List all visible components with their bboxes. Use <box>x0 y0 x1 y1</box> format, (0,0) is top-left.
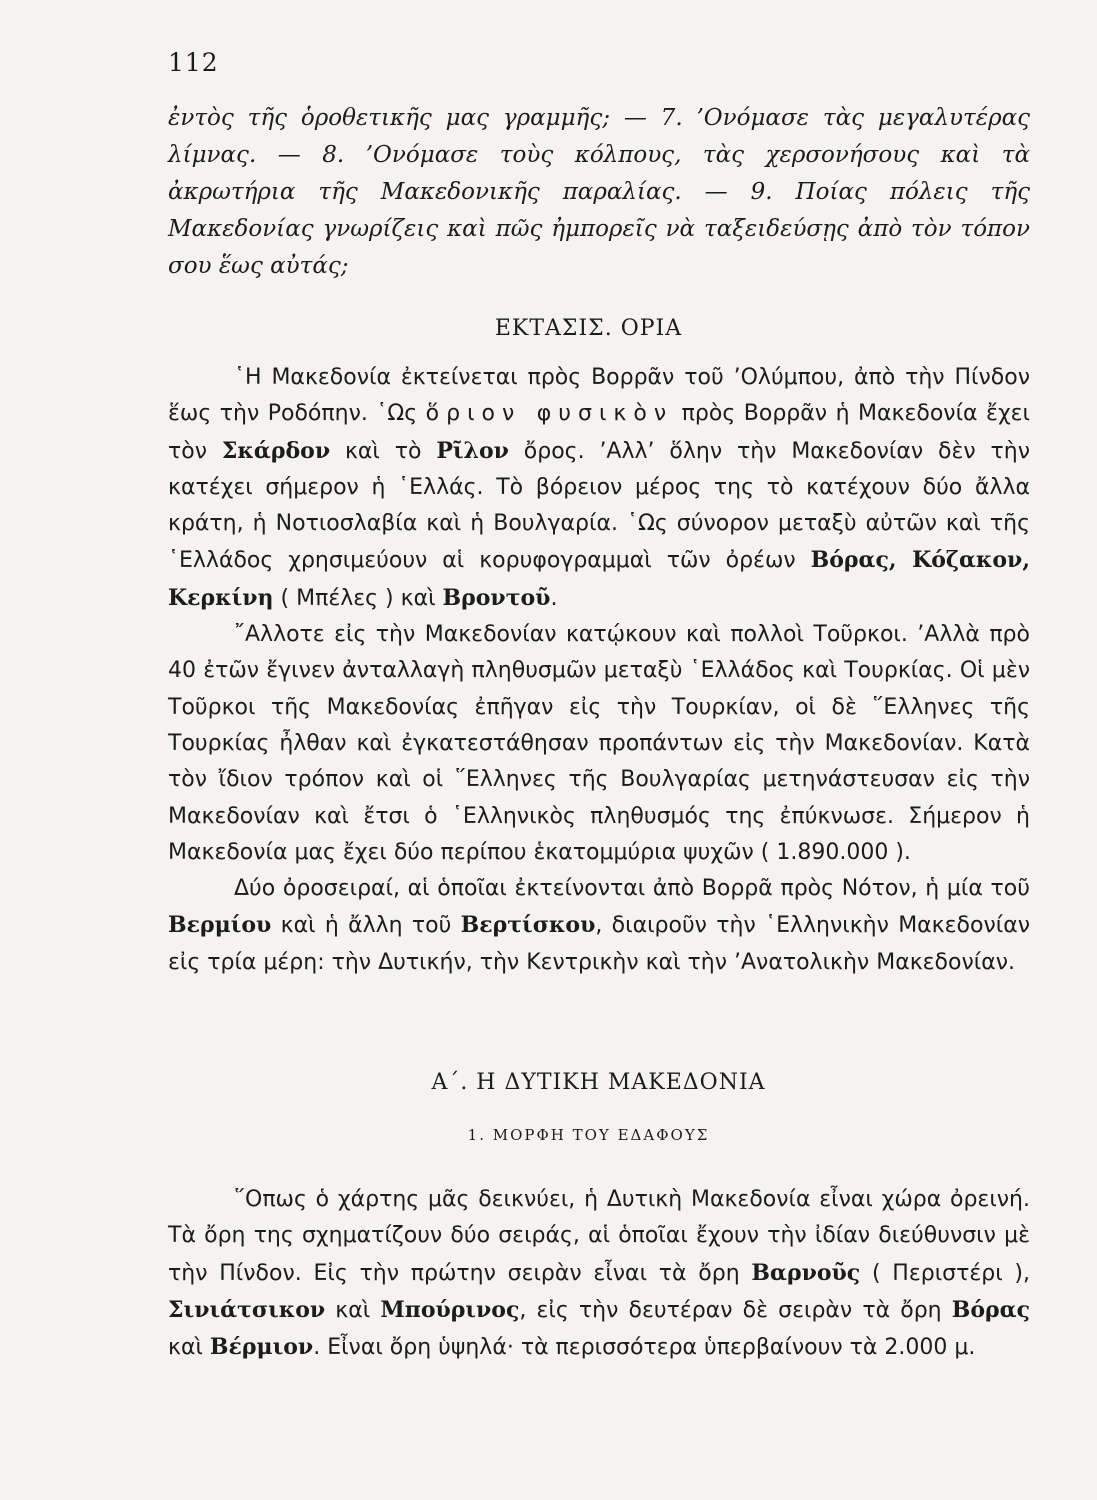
spaced-term: ὅριον φυσικὸν <box>425 401 674 427</box>
section-heading: Α΄. Η ΔΥΤΙΚΗ ΜΑΚΕΔΟΝΙΑ <box>431 1070 766 1095</box>
text-block-extent <box>168 360 1030 981</box>
review-questions <box>168 100 1030 285</box>
bold-term: Βροντοῦ <box>442 584 551 611</box>
text-block-terrain <box>168 1182 1030 1366</box>
bold-term: Βερτίσκου <box>460 912 596 939</box>
bold-term: Σκάρδον <box>221 437 331 464</box>
bold-term: Βόρας <box>951 1296 1030 1323</box>
page-number: 112 <box>168 48 219 77</box>
paragraph-population: ῎Αλλοτε εἰς τὴν Μακεδονίαν κατῴκουν καὶ πολλοὶ Τοῦρκοι. ’Αλλὰ πρὸ 40 ἐτῶν ἔγινεν ἀνταλλαγὴ πληθυσμῶν μεταξὺ ῾Ελλάδος καὶ Τουρκίας. Οἱ μὲν Τοῦρκοι τῆς Μακεδονίας ἐπῆγαν εἰς τὴν Τουρκίαν, οἱ δὲ ῞Ελληνες τῆς Τουρκίας ἦλθαν καὶ ἐγκατεστάθησαν προπάντων εἰς τὴν Μακεδονίαν. Κατὰ τὸν ἴδιον τρόπον καὶ οἱ ῞Ελληνες τῆς Βουλγαρίας μετηνάστευσαν εἰς τὴν Μακεδονίαν καὶ ἔτσι ὁ ῾Ελληνικὸς πληθυσμός της ἐπύκνωσε. Σήμερον ἡ Μακεδονία μας ἔχει δύο περίπου ἑκατομμύρια ψυχῶν ( 1.890.000 ). <box>168 622 1030 865</box>
bold-term: Βέρμιον <box>209 1334 314 1361</box>
paragraph-borders: ῾Η Μακεδονία ἐκτείνεται πρὸς Βορρᾶν τοῦ ’Ολύμπου, ἀπὸ τὴν Πίνδον ἕως τὴν Ροδόπην. ῾Ως ὅριον φυσικὸν πρὸς Βορρᾶν ἡ Μακεδονία ἔχει τὸν Σκάρδον καὶ τὸ Ρῖλον ὄρος. ’Αλλ’ ὅλην τὴν Μακεδονίαν δὲν τὴν κατέχει σήμερον ἡ ῾Ελλάς. Τὸ βόρειον μέρος της τὸ κατέχουν δύο ἄλλα κράτη, ἡ Νοτιοσλαβία καὶ ἡ Βουλγαρία. ῾Ως σύνορον μεταξὺ αὐτῶν καὶ τῆς ῾Ελλάδος χρησιμεύουν αἱ κορυφογραμμαὶ τῶν ὀρέων Βόρας, Κόζακον, Κερκίνη ( Μπέλες ) καὶ Βροντοῦ. <box>168 365 1030 611</box>
bold-term: Βόρας, Κόζακον, Κερκίνη <box>168 547 1030 611</box>
bold-term: Βαρνοῦς <box>751 1259 861 1286</box>
subsection-heading: 1. ΜΟΡΦΗ ΤΟΥ ΕΔΑΦΟΥΣ <box>467 1126 710 1144</box>
heading-extent-borders: ΕΚΤΑΣΙΣ. ΟΡΙΑ <box>494 316 683 341</box>
bold-term: Βερμίου <box>168 912 272 939</box>
bold-term: Σινιάτσικον <box>168 1296 326 1323</box>
bold-term: Ρῖλον <box>436 437 509 464</box>
paragraph-terrain: ῞Οπως ὁ χάρτης μᾶς δεικνύει, ἡ Δυτικὴ Μακεδονία εἶναι χώρα ὀρεινή. Τὰ ὄρη της σχηματίζουν δύο σειράς, αἱ ὁποῖαι ἔχουν τὴν ἰδίαν διεύθυνσιν μὲ τὴν Πίνδον. Εἰς τὴν πρώτην σειρὰν εἶναι τὰ ὄρη Βαρνοῦς ( Περιστέρι ), Σινιάτσικον καὶ Μπούρινος, εἰς τὴν δευτέραν δὲ σειρὰν τὰ ὄρη Βόρας καὶ Βέρμιον. Εἶναι ὄρη ὑψηλά· τὰ περισσότερα ὑπερβαίνουν τὰ 2.000 μ. <box>168 1187 1030 1361</box>
bold-term: Μπούρινος <box>380 1296 520 1323</box>
paragraph-mountain-ranges: Δύο ὀροσειραί, αἱ ὁποῖαι ἐκτείνονται ἀπὸ Βορρᾶ πρὸς Νότον, ἡ μία τοῦ Βερμίου καὶ ἡ ἄλλη τοῦ Βερτίσκου, διαιροῦν τὴν ῾Ελληνικὴν Μακεδονίαν εἰς τρία μέρη: τὴν Δυτικήν, τὴν Κεντρικὴν καὶ τὴν ’Ανατολικὴν Μακεδονίαν. <box>168 876 1030 975</box>
questions-text: ἐντὸς τῆς ὁροθετικῆς μας γραμμῆς; — 7. ’Ονόμασε τὰς μεγαλυτέρας λίμνας. — 8. ’Ονόμασε τοὺς κόλπους, τὰς χερσονήσους καὶ τὰ ἀκρωτήρια τῆς Μακεδονικῆς παραλίας. — 9. Ποίας πόλεις τῆς Μακεδονίας γνωρίζεις καὶ πῶς ἠμπορεῖς νὰ ταξειδεύσῃς ἀπὸ τὸν τόπον σου ἕως αὐτάς; <box>168 105 1030 279</box>
